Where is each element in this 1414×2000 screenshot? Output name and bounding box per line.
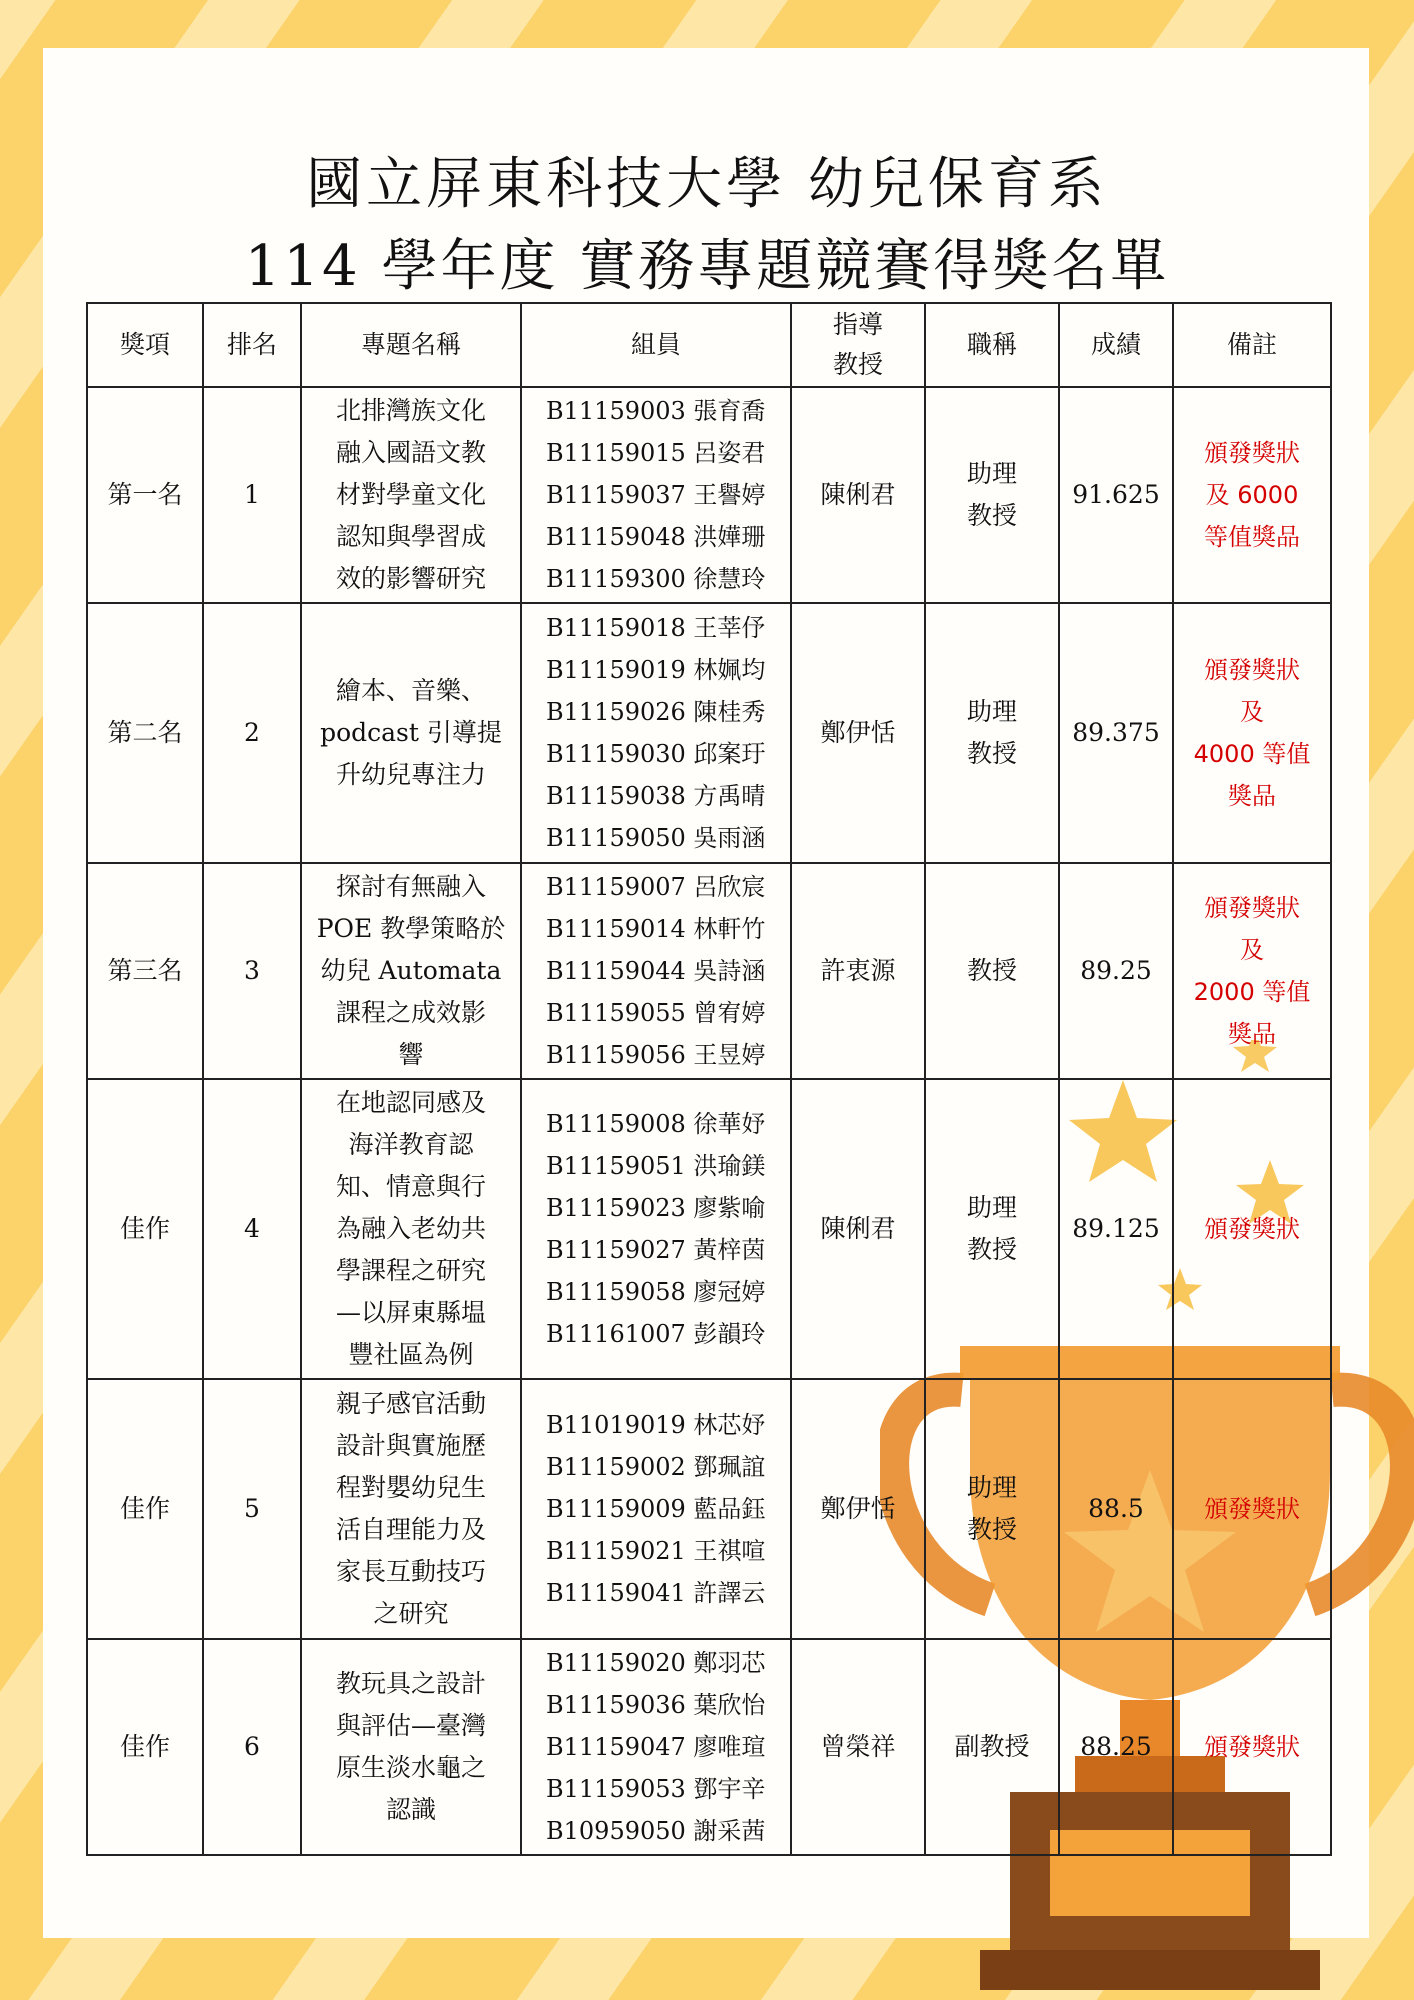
note-line: 頒發獎狀: [1204, 1495, 1300, 1523]
score-cell: 91.625: [1059, 387, 1173, 603]
score-cell: 89.375: [1059, 603, 1173, 863]
member-line: B11159019 林姵均: [546, 656, 766, 684]
member-line: B11159021 王祺喧: [546, 1537, 766, 1565]
topic-line: 與評估—臺灣: [335, 1711, 486, 1740]
member-line: B11159002 鄧珮誼: [546, 1453, 766, 1481]
table-row: [87, 863, 1331, 1079]
topic-line: —以屏東縣塭: [335, 1298, 486, 1327]
award-cell: 佳作: [87, 1079, 203, 1379]
job-title-line: 教授: [966, 956, 1017, 985]
job-title-line: 教授: [966, 1515, 1017, 1544]
member-line: B11161007 彭韻玲: [546, 1320, 766, 1348]
note-line: 4000 等值: [1193, 740, 1311, 768]
topic-line: 親子感官活動: [335, 1389, 486, 1418]
table-row: [87, 603, 1331, 863]
award-cell: 佳作: [87, 1379, 203, 1639]
member-line: B11159051 洪瑜鎂: [546, 1152, 766, 1180]
score-cell: 88.25: [1059, 1639, 1173, 1855]
note-cell: [1173, 1639, 1331, 1855]
topic-cell: [301, 1379, 521, 1639]
table-row: [87, 1639, 1331, 1855]
job-title-line: 助理: [966, 1193, 1017, 1222]
topic-line: 繪本、音樂、: [335, 676, 486, 705]
advisor-cell: 陳俐君: [791, 387, 925, 603]
member-line: B11159044 吳詩涵: [546, 957, 766, 985]
topic-line: 在地認同感及: [335, 1088, 486, 1117]
rank-cell: 4: [203, 1079, 301, 1379]
member-line: B11159056 王昱婷: [546, 1041, 766, 1069]
table-row: [87, 387, 1331, 603]
note-line: 2000 等值: [1193, 978, 1311, 1006]
note-line: 及 6000: [1205, 481, 1299, 509]
topic-line: 幼兒 Automata: [320, 956, 502, 985]
award-cell: 第三名: [87, 863, 203, 1079]
note-line: 及: [1240, 698, 1264, 726]
topic-line: 活自理能力及: [335, 1515, 486, 1544]
rank-cell: 6: [203, 1639, 301, 1855]
member-line: B11159007 呂欣宸: [546, 873, 766, 901]
score-cell: 89.25: [1059, 863, 1173, 1079]
page-title: 國立屏東科技大學 幼兒保育系: [306, 152, 1108, 217]
job-title-line: 教授: [966, 1235, 1017, 1264]
job-title-cell: [925, 1079, 1059, 1379]
member-line: B11159020 鄭羽芯: [546, 1649, 766, 1677]
topic-line: 豐社區為例: [348, 1340, 474, 1369]
member-line: B11019019 林芯妤: [546, 1411, 766, 1439]
topic-line: 融入國語文教: [335, 438, 486, 467]
job-title-cell: [925, 603, 1059, 863]
member-line: B11159053 鄧宇辛: [546, 1775, 766, 1803]
job-title-cell: [925, 863, 1059, 1079]
topic-line: 知、情意與行: [335, 1172, 486, 1201]
member-line: B11159026 陳桂秀: [546, 698, 766, 726]
topic-line: podcast 引導提: [320, 718, 502, 747]
job-title-cell: [925, 1639, 1059, 1855]
topic-line: 北排灣族文化: [335, 396, 486, 425]
score-cell: 89.125: [1059, 1079, 1173, 1379]
table-row: [87, 1079, 1331, 1379]
rank-cell: 3: [203, 863, 301, 1079]
score-cell: 88.5: [1059, 1379, 1173, 1639]
job-title-cell: [925, 1379, 1059, 1639]
note-cell: [1173, 387, 1331, 603]
note-cell: [1173, 603, 1331, 863]
member-line: B11159008 徐華妤: [546, 1110, 766, 1138]
members-cell: [521, 1639, 791, 1855]
member-line: B11159041 許譯云: [546, 1579, 766, 1607]
table-row: [87, 1379, 1331, 1639]
member-line: B11159048 洪嬅珊: [546, 523, 766, 551]
member-line: B11159003 張育喬: [546, 397, 766, 425]
note-cell: [1173, 1379, 1331, 1639]
awards-table: [86, 302, 1332, 1856]
member-line: B11159023 廖紫喻: [546, 1194, 766, 1222]
rank-cell: 5: [203, 1379, 301, 1639]
column-header: 備註: [1173, 303, 1331, 387]
topic-line: 程對嬰幼兒生: [335, 1473, 486, 1502]
topic-line: 效的影響研究: [335, 564, 486, 593]
members-cell: [521, 387, 791, 603]
members-cell: [521, 863, 791, 1079]
topic-line: 升幼兒專注力: [335, 760, 486, 789]
topic-line: 認知與學習成: [335, 522, 486, 551]
topic-line: 之研究: [373, 1599, 449, 1628]
topic-line: 探討有無融入: [335, 872, 486, 901]
member-line: B11159018 王莘伃: [546, 614, 766, 642]
note-line: 獎品: [1228, 1020, 1276, 1048]
topic-line: 認識: [385, 1795, 436, 1824]
page-subtitle: 114 學年度 實務專題競賽得獎名單: [244, 234, 1170, 299]
note-line: 等值獎品: [1204, 523, 1300, 551]
member-line: B11159037 王譽婷: [546, 481, 766, 509]
job-title-line: 助理: [966, 459, 1017, 488]
column-header: 獎項: [87, 303, 203, 387]
column-header: 專題名稱: [301, 303, 521, 387]
topic-cell: [301, 1639, 521, 1855]
advisor-cell: 鄭伊恬: [791, 603, 925, 863]
members-cell: [521, 603, 791, 863]
topic-line: POE 教學策略於: [316, 914, 506, 943]
note-line: 獎品: [1228, 782, 1276, 810]
advisor-cell: 曾榮祥: [791, 1639, 925, 1855]
topic-line: 課程之成效影: [335, 998, 486, 1027]
member-line: B11159047 廖唯瑄: [546, 1733, 766, 1761]
job-title-line: 副教授: [954, 1732, 1030, 1761]
member-line: B11159058 廖冠婷: [546, 1278, 766, 1306]
topic-line: 家長互動技巧: [335, 1557, 486, 1586]
member-line: B11159055 曾宥婷: [546, 999, 766, 1027]
note-line: 頒發獎狀: [1204, 1733, 1300, 1761]
member-line: B11159027 黃梓茵: [546, 1236, 766, 1264]
award-cell: 第二名: [87, 603, 203, 863]
member-line: B11159038 方禹晴: [546, 782, 766, 810]
member-line: B11159014 林軒竹: [546, 915, 766, 943]
topic-line: 原生淡水龜之: [335, 1753, 486, 1782]
column-header: 職稱: [925, 303, 1059, 387]
rank-cell: 2: [203, 603, 301, 863]
member-line: B11159050 吳雨涵: [546, 824, 766, 852]
advisor-cell: 鄭伊恬: [791, 1379, 925, 1639]
topic-line: 教玩具之設計: [335, 1669, 486, 1698]
topic-line: 學課程之研究: [335, 1256, 486, 1285]
note-cell: [1173, 1079, 1331, 1379]
note-line: 頒發獎狀: [1204, 894, 1300, 922]
award-cell: 佳作: [87, 1639, 203, 1855]
column-header: 排名: [203, 303, 301, 387]
job-title-line: 助理: [966, 1473, 1017, 1502]
note-line: 頒發獎狀: [1204, 439, 1300, 467]
advisor-cell: 許衷源: [791, 863, 925, 1079]
job-title-cell: [925, 387, 1059, 603]
members-cell: [521, 1379, 791, 1639]
member-line: B11159015 呂姿君: [546, 439, 766, 467]
member-line: B11159009 藍品鈺: [546, 1495, 766, 1523]
award-cell: 第一名: [87, 387, 203, 603]
topic-cell: [301, 863, 521, 1079]
members-cell: [521, 1079, 791, 1379]
column-header: 指導 教授: [791, 303, 925, 387]
member-line: B11159036 葉欣怡: [546, 1691, 766, 1719]
member-line: B10959050 謝采茜: [546, 1817, 766, 1845]
advisor-cell: 陳俐君: [791, 1079, 925, 1379]
member-line: B11159030 邱案玗: [546, 740, 766, 768]
column-header: 組員: [521, 303, 791, 387]
topic-line: 材對學童文化: [335, 480, 486, 509]
rank-cell: 1: [203, 387, 301, 603]
member-line: B11159300 徐慧玲: [546, 565, 766, 593]
column-header: 成績: [1059, 303, 1173, 387]
topic-line: 海洋教育認: [348, 1130, 474, 1159]
job-title-line: 教授: [966, 501, 1017, 530]
topic-line: 響: [398, 1040, 424, 1069]
topic-cell: [301, 603, 521, 863]
table-header-row: [87, 303, 1331, 387]
topic-line: 為融入老幼共: [335, 1214, 486, 1243]
note-line: 頒發獎狀: [1204, 1215, 1300, 1243]
note-cell: [1173, 863, 1331, 1079]
topic-line: 設計與實施歷: [335, 1431, 486, 1460]
job-title-line: 助理: [966, 697, 1017, 726]
topic-cell: [301, 1079, 521, 1379]
note-line: 及: [1240, 936, 1264, 964]
job-title-line: 教授: [966, 739, 1017, 768]
topic-cell: [301, 387, 521, 603]
note-line: 頒發獎狀: [1204, 656, 1300, 684]
